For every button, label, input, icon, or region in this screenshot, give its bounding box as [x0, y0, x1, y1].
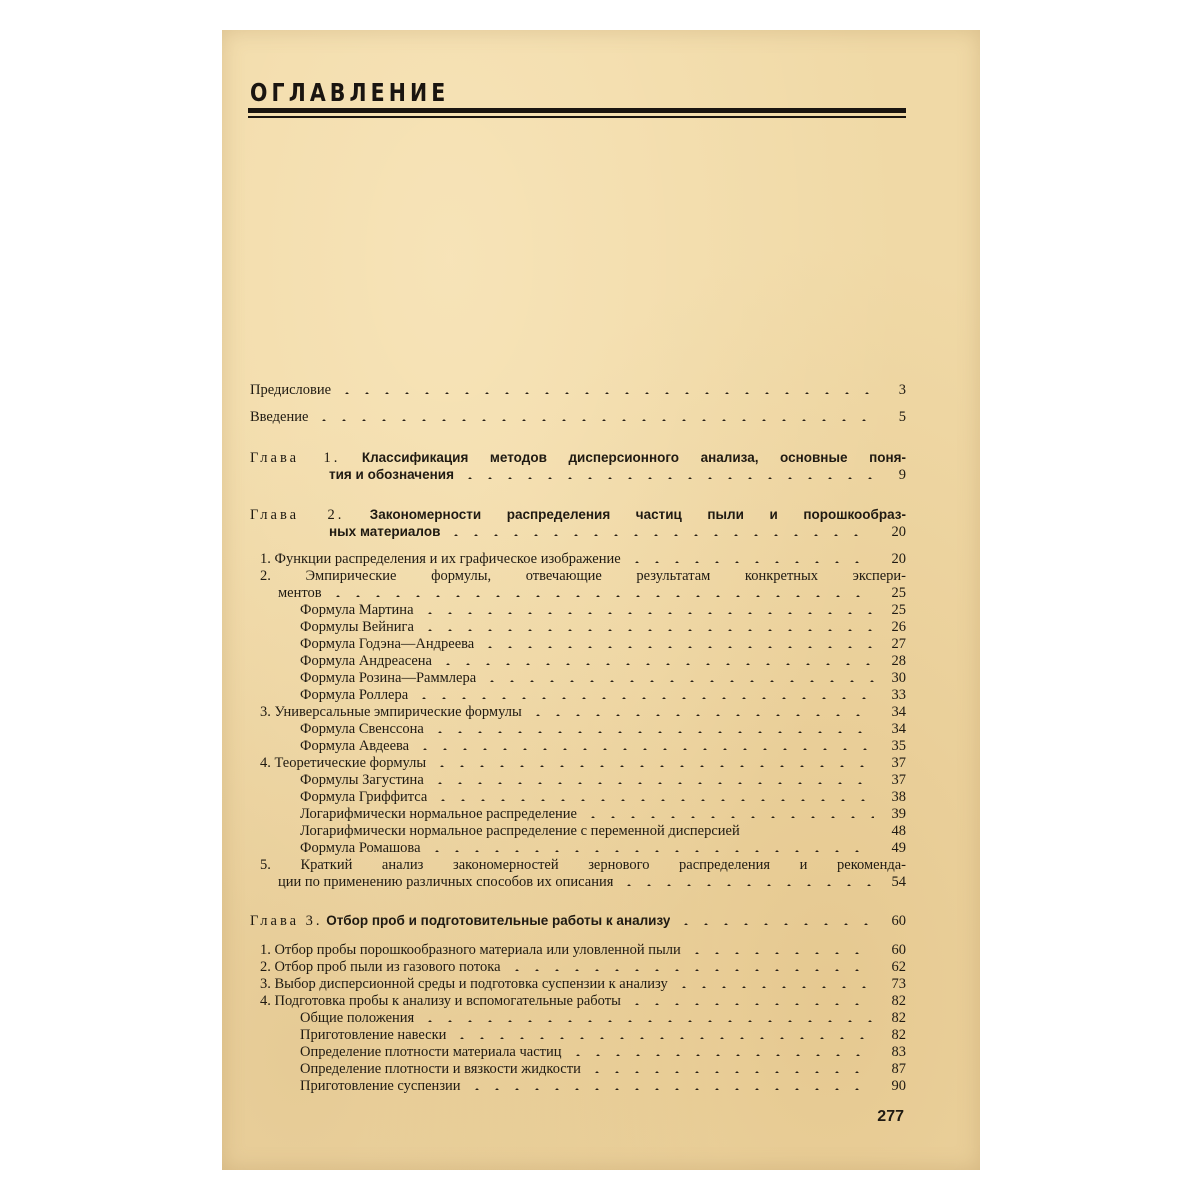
leader-dots [337, 382, 874, 394]
toc-page-number: 28 [891, 653, 906, 669]
toc-entry-title: Формулы Вейнига [300, 619, 414, 635]
leader-dots [528, 704, 874, 716]
toc-subsection[interactable] [250, 602, 906, 619]
toc-page-number: 37 [891, 772, 906, 788]
toc-entry-title: Формула Розина—Раммлера [300, 670, 477, 686]
toc-entry-title: 5. Краткий анализ закономерностей зернового распределения и рекоменда- [260, 857, 906, 873]
toc-page-number: 26 [891, 619, 906, 635]
toc-subsection[interactable] [250, 738, 906, 755]
toc-section[interactable] [250, 976, 906, 993]
toc-entry-title: Формулы Загустина [300, 772, 424, 788]
toc-section[interactable] [250, 959, 906, 976]
toc-entry-title: Логарифмически нормальное распределение с переменной дисперсией [300, 823, 740, 839]
toc-section[interactable] [250, 568, 906, 585]
toc-page-number: 5 [898, 409, 906, 425]
chapter-label: Глава 2. [250, 507, 345, 523]
leader-dots [460, 467, 874, 479]
toc-page-number: 25 [891, 602, 906, 618]
book-page [222, 30, 980, 1170]
toc-page-number: 25 [891, 585, 906, 601]
toc-page-number: 60 [891, 913, 906, 929]
toc-entry-title: Формула Мартина [300, 602, 414, 618]
chapter-title: Отбор проб и подготовительные работы к анализу [326, 913, 671, 928]
toc-subsection[interactable] [250, 789, 906, 806]
toc-entry-title: Предисловие [250, 382, 332, 398]
toc-entry-title-cont: ции по применению различных способов их описания [278, 874, 614, 890]
toc-page-number: 82 [891, 1027, 906, 1043]
leader-dots [507, 959, 874, 971]
toc-entry-title: 4. Теоретические формулы [260, 755, 427, 771]
toc-chapter-3[interactable] [250, 912, 906, 929]
toc-section[interactable] [250, 857, 906, 874]
toc-entry-title: Определение плотности и вязкости жидкости [300, 1061, 581, 1077]
toc-subsection[interactable] [250, 687, 906, 704]
leader-dots [482, 670, 874, 682]
toc-section[interactable] [250, 551, 906, 568]
toc-page-number: 90 [891, 1078, 906, 1094]
chapter-title-cont: тия и обозначения [329, 467, 454, 482]
toc-entry-title: Общие положения [300, 1010, 415, 1026]
toc-entry-title: 1. Функции распределения и их графическое изображение [260, 551, 621, 567]
toc-entry-title: Формула Андреасена [300, 653, 432, 669]
toc-chapter-2-cont[interactable] [250, 523, 906, 540]
toc-entry-title: Формула Гриффитса [300, 789, 428, 805]
toc-entry-title: Приготовление навески [300, 1027, 447, 1043]
page-number: 277 [877, 1108, 904, 1125]
toc-section-cont[interactable] [250, 585, 906, 602]
chapter-label: Глава 1. [250, 450, 341, 466]
heading-rule-thick [248, 108, 906, 113]
leader-dots [314, 409, 874, 421]
toc-chapter-1[interactable] [250, 449, 906, 466]
toc-page-number: 48 [891, 823, 906, 839]
toc-entry-title: Формула Роллера [300, 687, 409, 703]
toc-page-number: 35 [891, 738, 906, 754]
leader-dots [420, 1010, 874, 1022]
leader-dots [674, 976, 874, 988]
toc-page-number: 60 [891, 942, 906, 958]
heading-rule-thin [248, 116, 906, 118]
leader-dots [627, 993, 874, 1005]
leader-dots [619, 874, 874, 886]
leader-dots [438, 653, 874, 665]
leader-dots [430, 721, 874, 733]
toc-page-number: 34 [891, 721, 906, 737]
toc-subsection[interactable] [250, 1010, 906, 1027]
toc-subsection[interactable] [250, 619, 906, 636]
toc-section[interactable] [250, 942, 906, 959]
toc-page-number: 82 [891, 993, 906, 1009]
leader-dots [676, 913, 874, 925]
toc-subsection[interactable] [250, 1044, 906, 1061]
toc-page-number: 54 [891, 874, 906, 890]
toc-page-number: 9 [898, 467, 906, 483]
leader-dots [432, 755, 874, 767]
leader-dots [467, 1078, 874, 1090]
toc-subsection[interactable] [250, 653, 906, 670]
toc-entry-title: Формула Ромашова [300, 840, 421, 856]
toc-page-number: 27 [891, 636, 906, 652]
toc-page-number: 34 [891, 704, 906, 720]
toc-page-number: 82 [891, 1010, 906, 1026]
toc-entry-title: Формула Годэна—Андреева [300, 636, 475, 652]
toc-page-number: 20 [891, 551, 906, 567]
toc-entry-title: Логарифмически нормальное распределение [300, 806, 577, 822]
leader-dots [687, 942, 874, 954]
toc-subsection[interactable] [250, 636, 906, 653]
leader-dots [420, 619, 874, 631]
toc-page-number: 49 [891, 840, 906, 856]
toc-chapter-2[interactable] [250, 506, 906, 523]
chapter-label: Глава 3. [250, 913, 323, 929]
toc-subsection[interactable] [250, 823, 906, 840]
toc-chapter-1-cont[interactable] [250, 466, 906, 483]
leader-dots [744, 823, 876, 835]
toc-subsection[interactable] [250, 840, 906, 857]
toc-subsection[interactable] [250, 772, 906, 789]
toc-subsection[interactable] [250, 1027, 906, 1044]
toc-page-number: 73 [891, 976, 906, 992]
leader-dots [480, 636, 874, 648]
toc-entry-preface[interactable] [250, 382, 906, 399]
toc-subsection[interactable] [250, 670, 906, 687]
toc-entry-introduction[interactable] [250, 409, 906, 426]
page-heading: ОГЛАВЛЕНИЕ [250, 78, 450, 107]
toc-entry-title-cont: ментов [278, 585, 322, 601]
leader-dots [328, 585, 874, 597]
toc-entry-title: 1. Отбор пробы порошкообразного материала или уловленной пыли [260, 942, 681, 958]
toc-section-cont[interactable] [250, 874, 906, 891]
chapter-title: Классификация методов дисперсионного анализа, основные поня- [361, 450, 906, 465]
toc-entry-title: Определение плотности материала частиц [300, 1044, 562, 1060]
leader-dots [430, 772, 874, 784]
toc-entry-title: 4. Подготовка пробы к анализу и вспомогательные работы [260, 993, 621, 1009]
leader-dots [627, 551, 874, 563]
leader-dots [433, 789, 874, 801]
toc-page-number: 87 [891, 1061, 906, 1077]
toc-section[interactable] [250, 704, 906, 721]
toc-page-number: 33 [891, 687, 906, 703]
toc-entry-title: Приготовление суспензии [300, 1078, 461, 1094]
toc-section[interactable] [250, 755, 906, 772]
chapter-title-cont: ных материалов [329, 524, 441, 539]
toc-subsection[interactable] [250, 806, 906, 823]
leader-dots [452, 1027, 874, 1039]
toc-page-number: 37 [891, 755, 906, 771]
chapter-title: Закономерности распределения частиц пыли и порошкообраз- [369, 507, 906, 522]
leader-dots [446, 524, 874, 536]
toc-page-number: 30 [891, 670, 906, 686]
toc-entry-title: 2. Отбор проб пыли из газового потока [260, 959, 501, 975]
toc-page-number: 20 [891, 524, 906, 540]
toc-subsection[interactable] [250, 721, 906, 738]
leader-dots [583, 806, 874, 818]
toc-entry-title: 3. Выбор дисперсионной среды и подготовка суспензии к анализу [260, 976, 668, 992]
leader-dots [414, 687, 874, 699]
toc-subsection[interactable] [250, 1061, 906, 1078]
toc-page-number: 39 [891, 806, 906, 822]
toc-entry-title: Введение [250, 409, 309, 425]
toc-entry-title: Формула Авдеева [300, 738, 410, 754]
toc-entry-title: 2. Эмпирические формулы, отвечающие результатам конкретных экспери- [260, 568, 906, 584]
leader-dots [427, 840, 874, 852]
toc-entry-title: 3. Универсальные эмпирические формулы [260, 704, 522, 720]
leader-dots [420, 602, 874, 614]
toc-page-number: 38 [891, 789, 906, 805]
leader-dots [587, 1061, 874, 1073]
toc-subsection[interactable] [250, 1078, 906, 1095]
toc-page-number: 83 [891, 1044, 906, 1060]
toc-page-number: 62 [891, 959, 906, 975]
leader-dots [568, 1044, 874, 1056]
leader-dots [415, 738, 874, 750]
toc-section[interactable] [250, 993, 906, 1010]
toc-page-number: 3 [898, 382, 906, 398]
toc-entry-title: Формула Свенссона [300, 721, 424, 737]
